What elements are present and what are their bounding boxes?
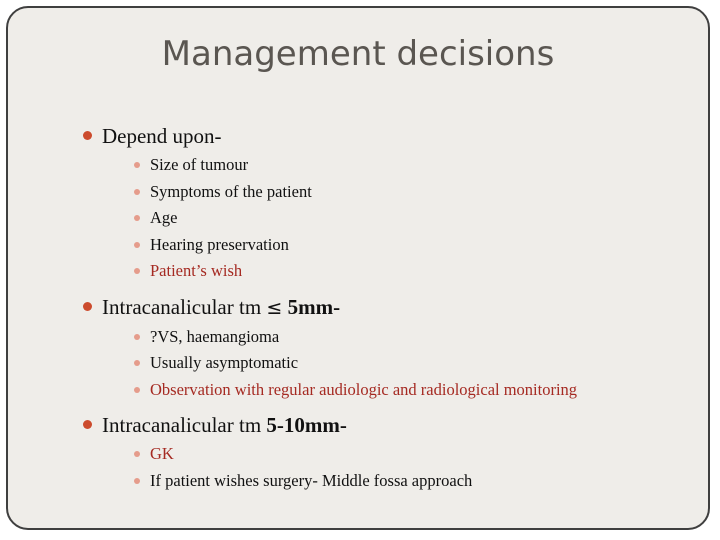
slide-title: Management decisions <box>161 34 555 74</box>
bullet-dot-icon <box>83 302 92 311</box>
list-item-text: ?VS, haemangioma <box>150 326 280 346</box>
sub-bullet-dot-icon <box>134 334 140 340</box>
bullet-intracanalicular-5mm <box>82 293 688 322</box>
bullet-heading-bold: 5-10mm- <box>266 413 347 437</box>
slide-content <box>82 122 688 494</box>
list-item <box>82 232 688 259</box>
list-item-text: Patient’s wish <box>150 261 243 280</box>
list-item-text: Size of tumour <box>150 155 249 174</box>
sub-bullet-dot-icon <box>134 268 140 274</box>
list-item <box>82 179 688 206</box>
list-item <box>82 205 688 232</box>
list-item-text: Symptoms of the patient <box>150 181 312 201</box>
list-item-text: Age <box>150 208 178 227</box>
bullet-dot-icon <box>83 420 92 429</box>
list-item <box>82 152 688 179</box>
list-item-text: Observation with regular audiologic and radiological monitoring <box>150 379 578 399</box>
sub-list-intracanalicular-5-10mm <box>82 441 688 494</box>
list-item <box>82 441 688 468</box>
list-item <box>82 258 688 285</box>
sub-bullet-dot-icon <box>134 162 140 168</box>
list-item <box>82 350 688 377</box>
bullet-heading: Depend upon- <box>102 124 222 148</box>
list-item <box>82 468 688 495</box>
bullet-heading-bold: 5mm- <box>282 294 341 319</box>
list-item-text: If patient wishes surgery- Middle fossa approach <box>150 470 473 490</box>
list-item-text: Usually asymptomatic <box>150 353 299 372</box>
sub-bullet-dot-icon <box>134 215 140 221</box>
sub-list-depend-upon <box>82 152 688 285</box>
list-item-text: GK <box>150 444 174 463</box>
sub-bullet-dot-icon <box>134 242 140 248</box>
bullet-intracanalicular-5-10mm <box>82 411 688 439</box>
sub-bullet-dot-icon <box>134 451 140 457</box>
list-item <box>82 377 688 404</box>
bullet-depend-upon <box>82 122 688 150</box>
list-item-text: Hearing preservation <box>150 234 289 254</box>
bullet-heading-prefix: Intracanalicular tm <box>102 294 267 319</box>
bullet-dot-icon <box>83 131 92 140</box>
slide <box>6 6 710 530</box>
sub-bullet-dot-icon <box>134 387 140 393</box>
sub-bullet-dot-icon <box>134 189 140 195</box>
less-equal-symbol: ≤ <box>266 296 283 319</box>
sub-bullet-dot-icon <box>134 360 140 366</box>
sub-list-intracanalicular-5mm <box>82 324 688 404</box>
sub-bullet-dot-icon <box>134 478 140 484</box>
list-item <box>82 324 688 351</box>
bullet-heading-prefix: Intracanalicular tm <box>102 413 267 437</box>
